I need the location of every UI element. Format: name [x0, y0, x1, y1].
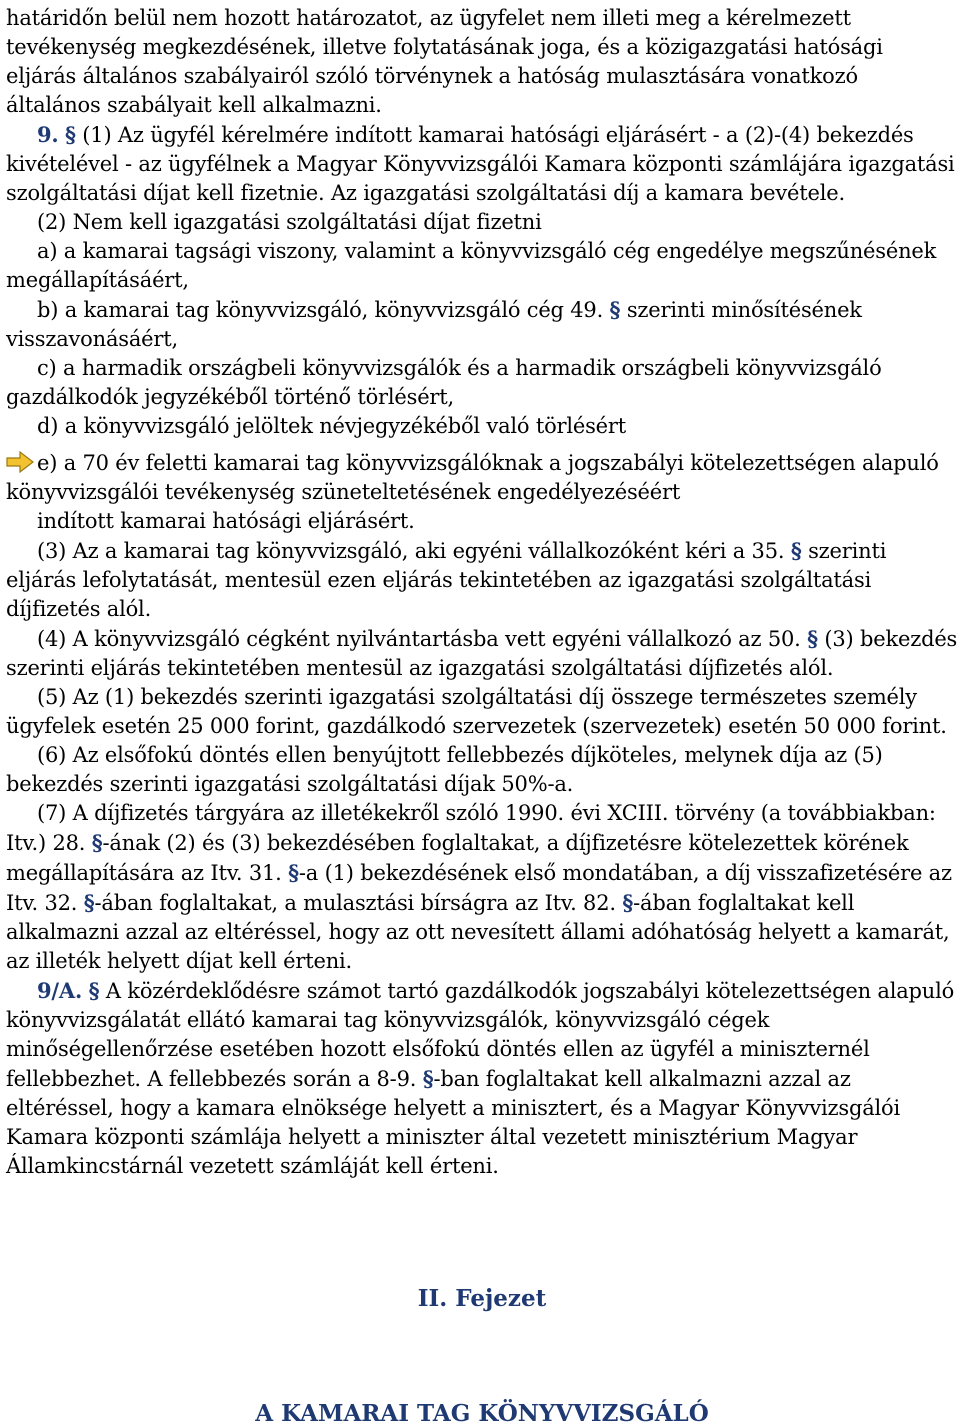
paragraph-sign: § — [622, 890, 634, 915]
paragraph-text: -ának (2) és (3) bekezdésében foglaltakat, a díjfizetésre kötelezettek körének megállapítására az Itv. 31. — [6, 831, 909, 885]
section-9a — [6, 976, 958, 1181]
paragraph-text: -ában foglaltakat kell alkalmazni azzal az eltéréssel, hogy az ott nevesített állami adóhatóság helyett a kamarát, az illeték helyett díjat kell érteni. — [6, 891, 950, 973]
paragraph-2-point-e — [6, 449, 958, 507]
arrow-right-icon[interactable] — [6, 451, 34, 473]
paragraph-text: -a (1) bekezdésének első mondatában, a díj visszafizetésére az Itv. 32. — [6, 861, 952, 915]
paragraph-sign: § — [288, 860, 299, 885]
section-text: (1) Az ügyfél kérelmére indított kamarai hatósági eljárásért - a (2)-(4) bekezdés kivételével - az ügyfélnek a Magyar Könyvvizsgálói Kamara központi számlájára igazgatási szolgáltatási díjat kell fizetnie. Az igazgatási szolgáltatási díj a kamara bevétele. — [6, 123, 955, 205]
paragraph-text: (4) A könyvvizsgáló cégként nyilvántartásba vett egyéni vállalkozó az 50. — [37, 627, 808, 651]
paragraph-2-point-c: c) a harmadik országbeli könyvvizsgálók és a harmadik országbeli könyvvizsgáló gazdálkodók jegyzékéből történő törlésért, — [6, 356, 882, 409]
paragraph-text: (3) Az a kamarai tag könyvvizsgáló, aki egyéni vállalkozóként kéri a 35. — [37, 539, 791, 563]
paragraph-2-intro: (2) Nem kell igazgatási szolgáltatási díjat fizetni — [37, 210, 542, 234]
section-number: 9. — [37, 122, 59, 147]
paragraph-sign: § — [88, 978, 100, 1003]
section-text: -ban foglaltakat kell alkalmazni azzal az eltéréssel, hogy a kamara elnöksége helyett a minisztert, és a Magyar Könyvvizsgálói Kamara központi számlája helyett a miniszter által vezetett minisztérium Magyar Államkincstárnál vezetett számláját kell érteni. — [6, 1067, 901, 1178]
paragraph-4 — [6, 624, 958, 683]
paragraph-text: (3) bekezdés szerinti eljárás tekintetében mentesül az igazgatási szolgáltatási díjfizetés alól. — [6, 627, 958, 680]
paragraph-sign: § — [422, 1066, 434, 1091]
paragraph-sign: § — [65, 122, 76, 147]
chapter-heading: A KAMARAI TAG KÖNYVVIZSGÁLÓ — [255, 1400, 709, 1427]
paragraph-intro: határidőn belül nem hozott határozatot, az ügyfelet nem illeti meg a kérelmezett tevékenység megkezdésének, illetve folytatásának joga, és a közigazgatási hatósági eljárás általános szabályairól szóló törvénynek a hatóság mulasztására vonatkozó általános szabályait kell alkalmazni. — [6, 6, 883, 117]
paragraph-2-point-b — [6, 295, 958, 354]
paragraph-sign: § — [609, 297, 621, 322]
paragraph-7 — [6, 799, 958, 976]
paragraph-sign: § — [807, 626, 818, 651]
paragraph-2-point-a: a) a kamarai tagsági viszony, valamint a könyvvizsgáló cég engedélye megszűnésének megállapításáért, — [6, 239, 937, 292]
paragraph-sign: § — [83, 890, 95, 915]
section-number: 9/A. — [37, 978, 83, 1003]
chapter-title: II. Fejezet — [417, 1285, 547, 1312]
section-text: A közérdeklődésre számot tartó gazdálkodók jogszabályi kötelezettségen alapuló könyvvizsgálatát ellátó kamarai tag könyvvizsgálók, könyvvizsgáló cégek minőségellenőrzése esetében hozott elsőfokú döntés ellen az ügyfél a miniszternél fellebbezhet. A fellebbezés során a 8-9. — [6, 979, 955, 1091]
paragraph-5: (5) Az (1) bekezdés szerinti igazgatási szolgáltatási díj összege természetes személy ügyfelek esetén 25 000 forint, gazdálkodó szervezetek (szervezetek) esetén 50 000 forint. — [6, 685, 947, 738]
paragraph-sign: § — [790, 538, 802, 563]
paragraph-text: (7) A díjfizetés tárgyára az illetékekről szóló 1990. évi XCIII. törvény (a továbbiakban: Itv.) 28. — [6, 801, 936, 855]
document-page — [6, 0, 958, 1427]
paragraph-text: -ában foglaltakat, a mulasztási bírságra az Itv. 82. — [94, 891, 623, 915]
paragraph-6: (6) Az elsőfokú döntés ellen benyújtott fellebbezés díjköteles, melynek díja az (5) bekezdés szerinti igazgatási szolgáltatási díjak 50%-a. — [6, 743, 883, 796]
paragraph-sign: § — [91, 830, 103, 855]
paragraph-3 — [6, 536, 958, 624]
paragraph-text: szerinti eljárás lefolytatását, mentesül ezen eljárás tekintetében az igazgatási szolgáltatási díjfizetés alól. — [6, 539, 887, 621]
paragraph-2-point-e-tail: indított kamarai hatósági eljárásért. — [37, 509, 415, 533]
point-text: b) a kamarai tag könyvvizsgáló, könyvvizsgáló cég 49. — [37, 298, 610, 322]
section-9-paragraph-1 — [6, 120, 958, 208]
point-text: e) a 70 év feletti kamarai tag könyvvizsgálóknak a jogszabályi kötelezettségen alapuló könyvvizsgálói tevékenység szüneteltetésének engedélyezéséért — [6, 451, 939, 504]
paragraph-2-point-d: d) a könyvvizsgáló jelöltek névjegyzékéből való törlésért — [37, 414, 626, 438]
point-text: szerinti minősítésének visszavonásáért, — [6, 298, 862, 351]
